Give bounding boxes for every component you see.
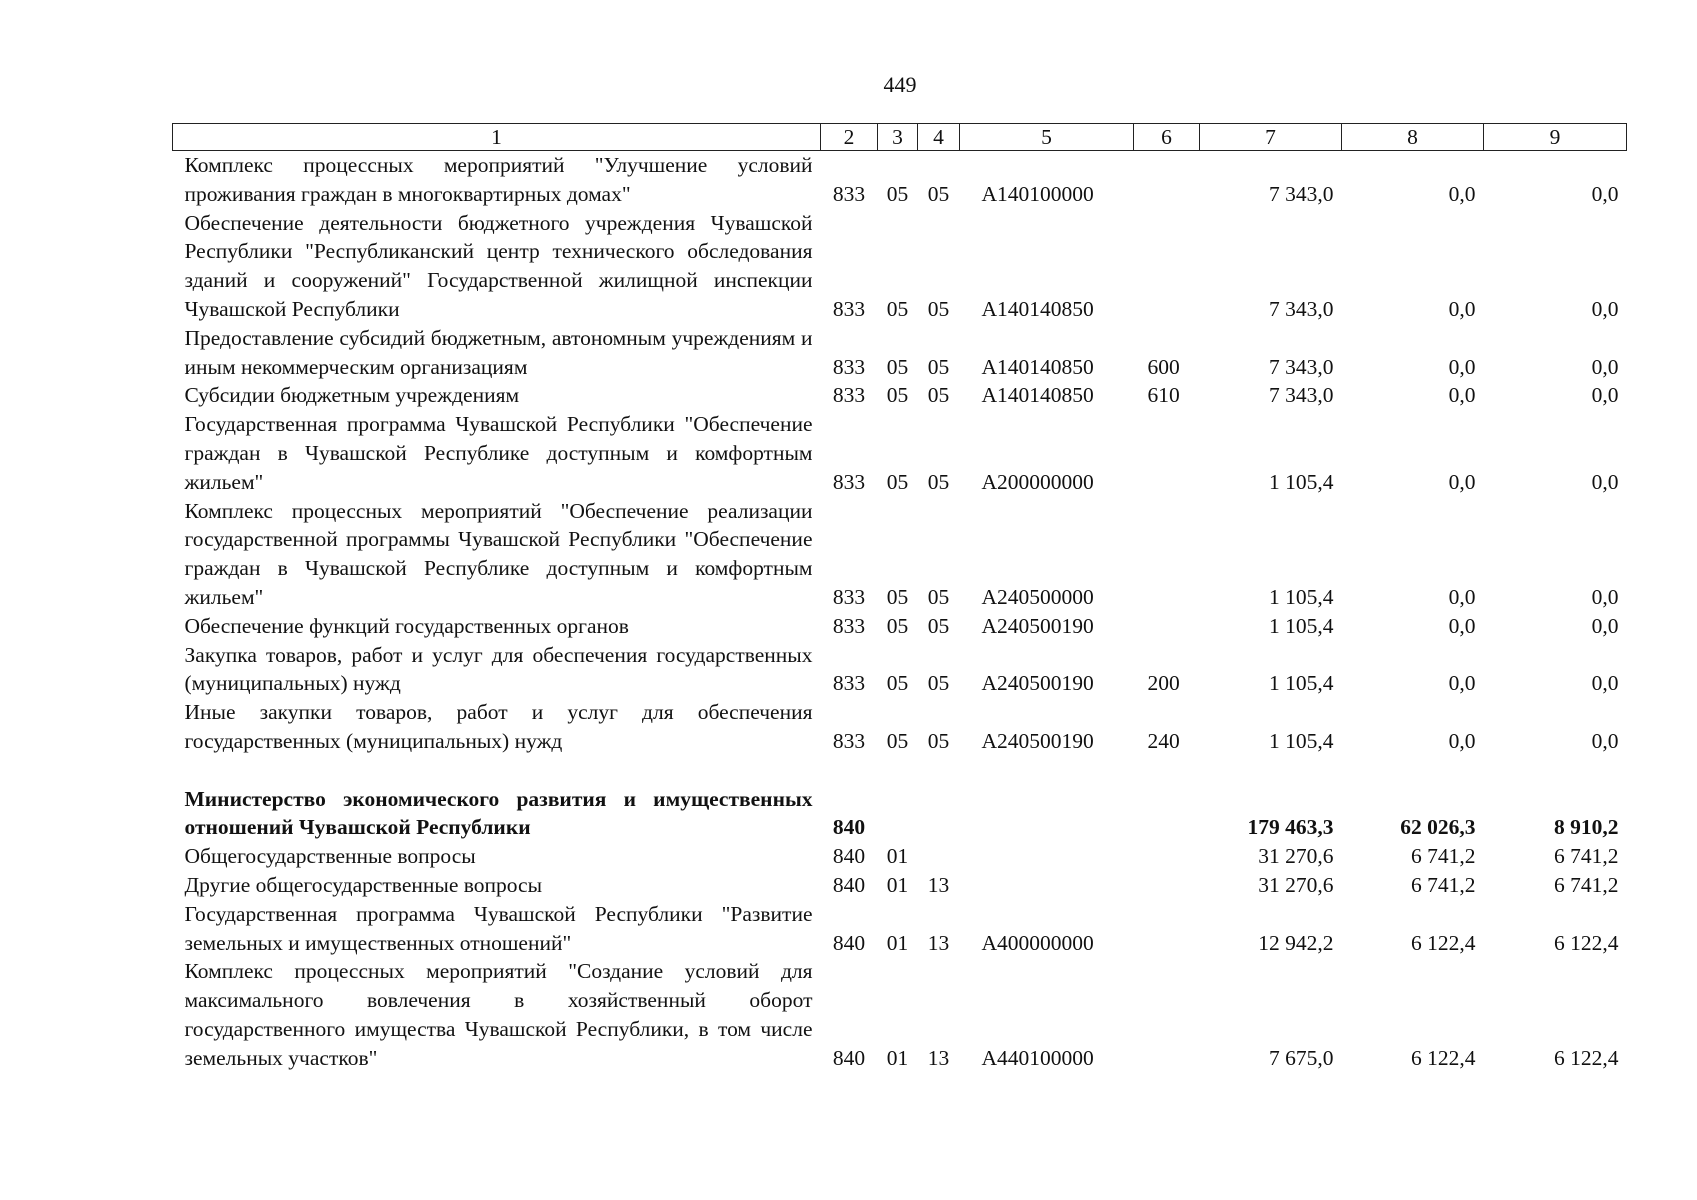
row-expense-type <box>1134 900 1200 958</box>
row-amount-col7: 1 105,4 <box>1269 469 1334 494</box>
row-amount-col7: 31 270,6 <box>1258 872 1334 897</box>
row-amount-col9: 0,0 <box>1591 671 1619 696</box>
row-name: Обеспечение функций государственных органов <box>184 613 629 638</box>
row-amount-col7: 7 675,0 <box>1269 1045 1334 1070</box>
row-amount-col9: 0,0 <box>1591 296 1619 321</box>
row-subsection: 13 <box>927 1045 950 1070</box>
row-name: Министерство экономического развития и имущественных отношений Чувашской Республики <box>184 786 813 840</box>
row-name: Комплекс процессных мероприятий "Обеспечение реализации государственной программы Чувашской Республики "Обеспечение граждан в Чувашской Республике доступным и комфортным жильем" <box>184 498 813 609</box>
row-expense-type: 600 <box>1147 354 1180 379</box>
page-number: 449 <box>883 72 917 97</box>
row-amount-col7: 1 105,4 <box>1269 671 1334 696</box>
row-amount-col9: 6 741,2 <box>1554 844 1619 869</box>
row-expense-type <box>1134 785 1200 843</box>
row-target-article: А140140850 <box>981 296 1094 321</box>
row-target-article: А140100000 <box>981 181 1094 206</box>
row-subsection: 05 <box>927 469 950 494</box>
row-ministry-code: 840 <box>832 872 866 897</box>
row-target-article <box>960 842 1134 871</box>
row-amount-col9: 6 122,4 <box>1554 930 1619 955</box>
spacer-cell <box>173 756 1627 785</box>
row-amount-col8: 0,0 <box>1448 613 1476 638</box>
row-section: 01 <box>886 930 909 955</box>
row-target-article: А140140850 <box>981 383 1094 408</box>
table-row <box>173 785 1627 843</box>
row-subsection: 05 <box>927 354 950 379</box>
table-row <box>173 151 1627 209</box>
row-expense-type <box>1134 410 1200 496</box>
row-ministry-code: 833 <box>832 354 866 379</box>
table-header-row <box>173 124 1627 151</box>
row-section: 01 <box>886 1045 909 1070</box>
row-amount-col8: 0,0 <box>1448 584 1476 609</box>
row-amount-col9: 0,0 <box>1591 354 1619 379</box>
row-target-article <box>960 871 1134 900</box>
row-amount-col7: 7 343,0 <box>1269 383 1334 408</box>
row-name: Предоставление субсидий бюджетным, автономным учреждениям и иным некоммерческим организациям <box>184 325 813 379</box>
row-subsection: 05 <box>927 584 950 609</box>
row-name: Комплекс процессных мероприятий "Улучшение условий проживания граждан в многоквартирных домах" <box>184 153 813 206</box>
row-amount-col7: 1 105,4 <box>1269 584 1334 609</box>
header-col-9: 9 <box>1484 124 1627 151</box>
row-amount-col9: 6 741,2 <box>1554 872 1619 897</box>
row-ministry-code: 833 <box>832 383 866 408</box>
row-ministry-code: 833 <box>832 296 866 321</box>
row-section: 05 <box>886 296 909 321</box>
row-ministry-code: 833 <box>832 181 866 206</box>
row-ministry-code: 833 <box>832 728 866 753</box>
row-subsection: 05 <box>927 383 950 408</box>
row-name: Обеспечение деятельности бюджетного учреждения Чувашской Республики "Республиканский центр технического обследования зданий и сооружений" Государственной жилищной инспекции Чувашской Республики <box>184 210 813 321</box>
row-subsection: 05 <box>927 296 950 321</box>
row-section: 05 <box>886 584 909 609</box>
row-amount-col9: 0,0 <box>1591 383 1619 408</box>
row-target-article: А240500190 <box>981 613 1094 638</box>
row-name: Общегосударственные вопросы <box>184 844 476 869</box>
row-section <box>878 785 918 843</box>
row-amount-col9: 0,0 <box>1591 613 1619 638</box>
row-section: 01 <box>886 844 909 869</box>
header-col-5: 5 <box>960 124 1134 151</box>
row-amount-col8: 6 741,2 <box>1411 844 1476 869</box>
row-amount-col7: 7 343,0 <box>1269 181 1334 206</box>
header-col-7: 7 <box>1200 124 1342 151</box>
row-amount-col7: 31 270,6 <box>1258 844 1334 869</box>
row-amount-col9: 0,0 <box>1591 181 1619 206</box>
table-row <box>173 641 1627 699</box>
row-amount-col8: 0,0 <box>1448 296 1476 321</box>
row-section: 05 <box>886 671 909 696</box>
header-col-3: 3 <box>878 124 918 151</box>
row-target-article: А200000000 <box>981 469 1094 494</box>
row-amount-col9: 0,0 <box>1591 584 1619 609</box>
row-name: Комплекс процессных мероприятий "Создание условий для максимального вовлечения в хозяйственный оборот государственного имущества Чувашской Республики, в том числе земельных участков" <box>184 959 813 1070</box>
row-amount-col8: 0,0 <box>1448 181 1476 206</box>
header-col-8: 8 <box>1342 124 1484 151</box>
row-target-article: А440100000 <box>981 1045 1094 1070</box>
row-subsection <box>918 842 960 871</box>
row-ministry-code: 840 <box>832 815 866 840</box>
row-ministry-code: 833 <box>832 671 866 696</box>
budget-table <box>172 123 1627 1073</box>
table-row <box>173 842 1627 871</box>
table-row <box>173 497 1627 612</box>
row-expense-type <box>1134 209 1200 324</box>
row-name: Государственная программа Чувашской Республики "Развитие земельных и имущественных отношений" <box>184 901 813 955</box>
row-amount-col8: 0,0 <box>1448 728 1476 753</box>
row-amount-col7: 12 942,2 <box>1258 930 1334 955</box>
row-ministry-code: 833 <box>832 584 866 609</box>
row-subsection <box>918 785 960 843</box>
row-expense-type: 610 <box>1147 383 1180 408</box>
row-amount-col8: 0,0 <box>1448 383 1476 408</box>
row-expense-type <box>1134 871 1200 900</box>
row-subsection: 05 <box>927 728 950 753</box>
row-expense-type: 240 <box>1147 728 1180 753</box>
row-section: 05 <box>886 383 909 408</box>
row-name: Закупка товаров, работ и услуг для обеспечения государственных (муниципальных) нужд <box>184 642 813 696</box>
table-row <box>173 324 1627 382</box>
row-subsection: 05 <box>927 613 950 638</box>
row-subsection: 13 <box>927 930 950 955</box>
row-amount-col9: 8 910,2 <box>1554 815 1619 840</box>
row-target-article: А240500190 <box>981 728 1094 753</box>
row-amount-col7: 1 105,4 <box>1269 728 1334 753</box>
row-subsection: 05 <box>927 671 950 696</box>
row-target-article: А240500190 <box>981 671 1094 696</box>
row-target-article: А240500000 <box>981 584 1094 609</box>
row-target-article <box>960 785 1134 843</box>
row-section: 05 <box>886 181 909 206</box>
row-expense-type: 200 <box>1147 671 1180 696</box>
row-amount-col8: 0,0 <box>1448 469 1476 494</box>
row-amount-col7: 1 105,4 <box>1269 613 1334 638</box>
row-ministry-code: 840 <box>832 930 866 955</box>
row-amount-col8: 0,0 <box>1448 354 1476 379</box>
row-amount-col9: 6 122,4 <box>1554 1045 1619 1070</box>
row-amount-col7: 179 463,3 <box>1247 815 1334 840</box>
row-target-article: А400000000 <box>981 930 1094 955</box>
row-amount-col8: 6 122,4 <box>1411 930 1476 955</box>
table-row <box>173 209 1627 324</box>
row-section: 05 <box>886 613 909 638</box>
table-row <box>173 410 1627 496</box>
row-expense-type <box>1134 612 1200 641</box>
row-section: 05 <box>886 728 909 753</box>
row-ministry-code: 833 <box>832 469 866 494</box>
row-expense-type <box>1134 497 1200 612</box>
row-subsection: 05 <box>927 181 950 206</box>
row-amount-col8: 6 741,2 <box>1411 872 1476 897</box>
row-amount-col9: 0,0 <box>1591 728 1619 753</box>
row-expense-type <box>1134 151 1200 209</box>
table-row <box>173 900 1627 958</box>
header-col-6: 6 <box>1134 124 1200 151</box>
header-col-1: 1 <box>173 124 821 151</box>
row-amount-col8: 6 122,4 <box>1411 1045 1476 1070</box>
header-col-4: 4 <box>918 124 960 151</box>
table-row <box>173 871 1627 900</box>
row-ministry-code: 840 <box>832 1045 866 1070</box>
row-amount-col7: 7 343,0 <box>1269 296 1334 321</box>
row-section: 05 <box>886 354 909 379</box>
row-amount-col8: 62 026,3 <box>1400 815 1476 840</box>
row-section: 05 <box>886 469 909 494</box>
row-name: Иные закупки товаров, работ и услуг для обеспечения государственных (муниципальных) нужд <box>184 700 813 753</box>
row-amount-col9: 0,0 <box>1591 469 1619 494</box>
row-ministry-code: 833 <box>832 613 866 638</box>
spacer-row <box>173 756 1627 785</box>
row-name: Субсидии бюджетным учреждениям <box>184 383 520 408</box>
row-subsection: 13 <box>927 872 950 897</box>
row-expense-type <box>1134 842 1200 871</box>
header-col-2: 2 <box>821 124 878 151</box>
row-name: Государственная программа Чувашской Республики "Обеспечение граждан в Чувашской Республике доступным и комфортным жильем" <box>184 412 813 494</box>
table-row <box>173 381 1627 410</box>
row-target-article: А140140850 <box>981 354 1094 379</box>
row-ministry-code: 840 <box>832 844 866 869</box>
table-row <box>173 698 1627 756</box>
row-name: Другие общегосударственные вопросы <box>184 872 543 897</box>
row-amount-col8: 0,0 <box>1448 671 1476 696</box>
table-row <box>173 957 1627 1072</box>
table-body <box>173 151 1627 1073</box>
table-row <box>173 612 1627 641</box>
row-section: 01 <box>886 872 909 897</box>
row-amount-col7: 7 343,0 <box>1269 354 1334 379</box>
row-expense-type <box>1134 957 1200 1072</box>
